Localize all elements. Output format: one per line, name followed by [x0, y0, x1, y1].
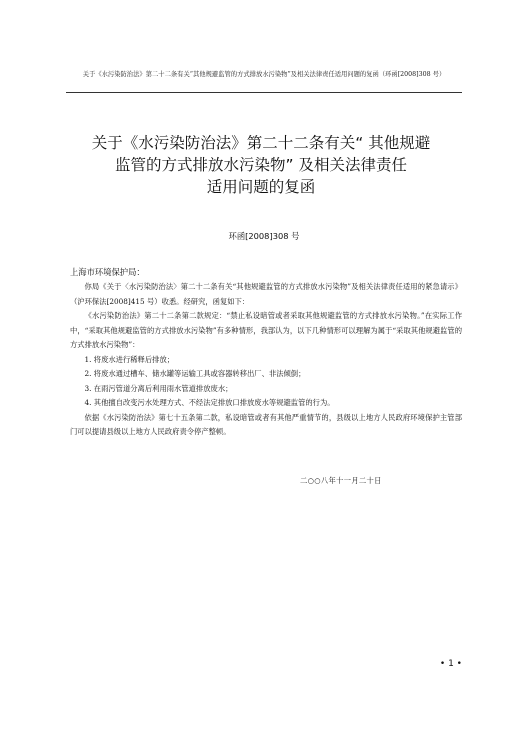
document-title: [60, 132, 462, 198]
title-line-3: 适用问题的复函: [206, 178, 316, 196]
title-line-2: 监管的方式排放水污染物” 及相关法律责任: [115, 156, 407, 174]
header-rule: [66, 92, 462, 93]
closing-paragraph: 依据《水污染防治法》第七十五条第二款，私设暗管或者有其他严重情节的，县级以上地方人民政府环境保护主管部门可以提请县级以上地方人民政府责令停产整顿。: [70, 412, 462, 436]
list-item: 2. 将废水通过槽车、储水罐等运输工具或容器转移出厂、非法倾倒；: [84, 369, 306, 378]
body-paragraph: 你局《关于〈水污染防治法〉第二十二条有关“其他规避监管的方式排放水污染物”及相关法律责任适用的紧急请示》（沪环保法[2008]415 号）收悉。经研究，函复如下：: [70, 282, 462, 306]
list-item: 4. 其他擅自改变污水处理方式、不经法定排放口排放废水等规避监管的行为。: [84, 398, 335, 407]
list-item: 3. 在雨污管道分离后利用雨水管道排放废水；: [84, 383, 233, 393]
list-item: 1. 将废水进行稀释后排放；: [84, 354, 175, 364]
document-number: 环函[2008]308 号: [228, 231, 300, 241]
page-number: • 1 •: [439, 659, 462, 669]
title-line-1: 关于《水污染防治法》第二十二条有关“ 其他规避: [91, 134, 431, 152]
recipient: 上海市环境保护局：: [70, 267, 145, 277]
body-paragraph: 《水污染防治法》第二十二条第二款规定：“禁止私设暗管或者采取其他规避监管的方式排放水污染物。”在实际工作中，“采取其他规避监管的方式排放水污染物”有多种情形，我部认为，以下几种情形可以理解为属于“采取其他规避监管的方式排放水污染物”：: [70, 311, 462, 349]
running-header: 关于《水污染防治法》第二十二条有关“其他规避监管的方式排放水污染物”及相关法律责任适用问题的复函（环函[2008]308 号）: [82, 71, 446, 78]
document-body: [70, 280, 462, 440]
signature-date: 二○○八年十一月二十日: [300, 476, 382, 485]
